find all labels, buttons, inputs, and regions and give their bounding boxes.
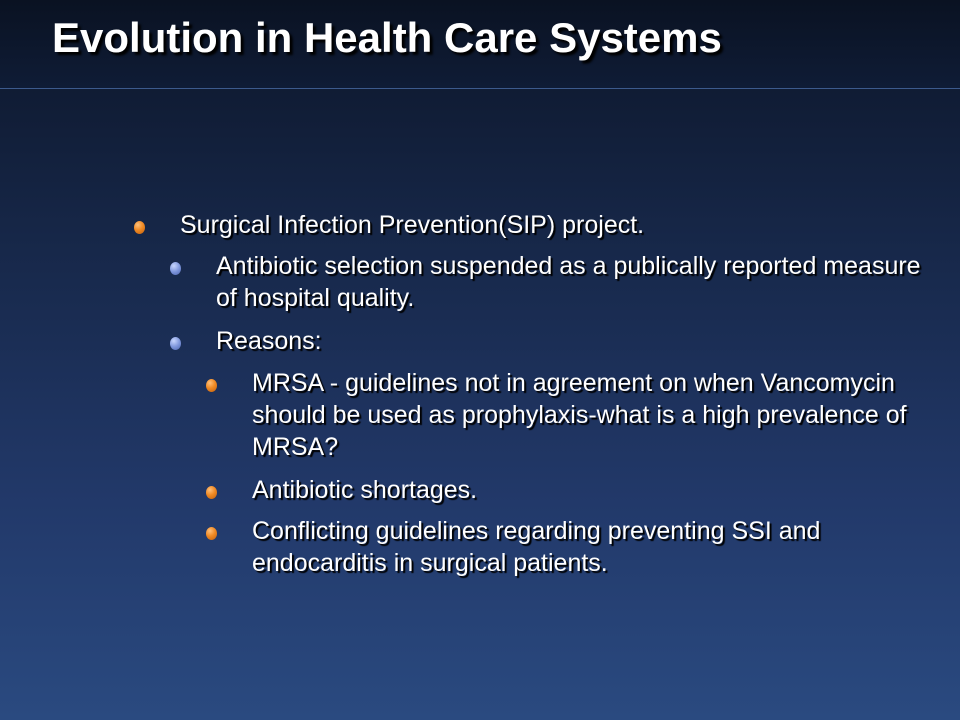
orange-bullet-icon: [206, 527, 217, 540]
slide-title: Evolution in Health Care Systems: [52, 14, 722, 61]
bullet-item-mrsa: MRSA - guidelines not in agreement on when Vancomycin should be used as prophylaxis-what is a high prevalence of MRSA?: [252, 369, 907, 461]
orange-bullet-icon: [134, 221, 145, 234]
bullet-item-reasons: Reasons:: [216, 327, 322, 355]
bullet-item-conflicting-guidelines: Conflicting guidelines regarding preventing SSI and endocarditis in surgical patients.: [252, 517, 821, 577]
bullet-item-sip-project: Surgical Infection Prevention(SIP) project.: [180, 211, 645, 239]
orange-bullet-icon: [206, 379, 217, 392]
bullet-item-antibiotic-selection: Antibiotic selection suspended as a publically reported measure of hospital quality.: [216, 252, 921, 312]
orange-bullet-icon: [206, 486, 217, 499]
bullet-item-shortages: Antibiotic shortages.: [252, 476, 478, 504]
blue-bullet-icon: [170, 262, 181, 275]
blue-bullet-icon: [170, 337, 181, 350]
